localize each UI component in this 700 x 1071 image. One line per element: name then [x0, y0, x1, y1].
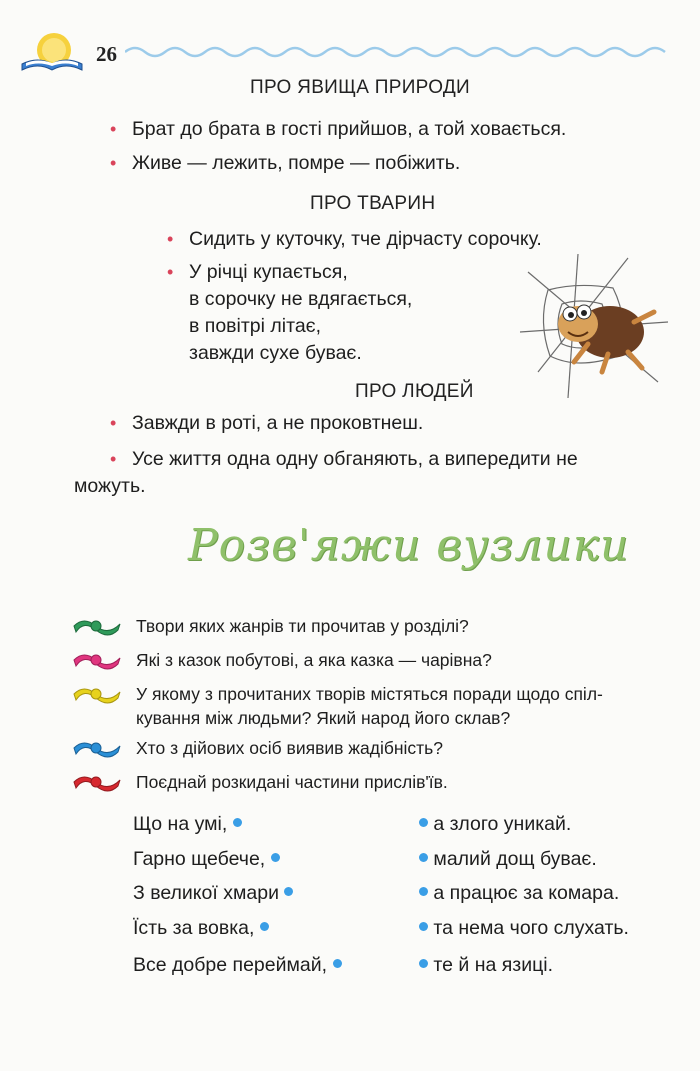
- ribbon-knot-icon: [72, 614, 122, 638]
- riddle-continuation: завжди сухе буває.: [189, 342, 362, 364]
- proverb-start: Гарно щебече,: [133, 848, 280, 871]
- ribbon-knot-icon: [72, 682, 122, 706]
- bullet-icon: •: [110, 449, 117, 469]
- task-item: У якому з прочитаних творів містяться поради щодо спіл- кування між людьми? Який народ його склав?: [72, 682, 603, 730]
- match-dot[interactable]: [419, 887, 428, 896]
- heading-people: ПРО ЛЮДЕЙ: [355, 381, 474, 402]
- proverb-start: Їсть за вовка,: [133, 917, 269, 940]
- match-dot[interactable]: [333, 959, 342, 968]
- proverb-end: малий дощ буває.: [419, 848, 597, 871]
- proverb-end: а злого уникай.: [419, 813, 571, 836]
- match-dot[interactable]: [260, 922, 269, 931]
- bullet-icon: •: [167, 229, 174, 249]
- bullet-icon: •: [110, 119, 117, 139]
- proverb-start: Що на умі,: [133, 813, 242, 836]
- bullet-icon: •: [167, 262, 174, 282]
- riddle-continuation: в повітрі літає,: [189, 315, 322, 337]
- header-wave-decoration: [125, 38, 685, 62]
- riddle-item: • Живе — лежить, помре — побіжить.: [110, 152, 461, 174]
- riddle-continuation: можуть.: [74, 475, 146, 497]
- ribbon-knot-icon: [72, 736, 122, 760]
- bullet-icon: •: [110, 413, 117, 433]
- proverb-end: та нема чого слухать.: [419, 917, 629, 940]
- match-dot[interactable]: [419, 818, 428, 827]
- task-item: Поєднай розкидані частини прислів'їв.: [72, 770, 448, 794]
- riddle-item: • У річці купається,: [167, 261, 348, 283]
- heading-animals: ПРО ТВАРИН: [310, 193, 436, 214]
- ribbon-knot-icon: [72, 648, 122, 672]
- riddle-item: • Завжди в роті, а не проковтнеш.: [110, 412, 424, 434]
- task-item: Які з казок побутові, а яка казка — чарівна?: [72, 648, 492, 672]
- proverb-end: те й на язиці.: [419, 954, 553, 977]
- sun-book-icon: [18, 28, 86, 74]
- spider-web-illustration: [518, 252, 670, 402]
- match-dot[interactable]: [419, 922, 428, 931]
- ribbon-knot-icon: [72, 770, 122, 794]
- match-dot[interactable]: [419, 959, 428, 968]
- riddle-item: • Усе життя одна одну обганяють, а випередити не: [110, 448, 578, 470]
- match-dot[interactable]: [271, 853, 280, 862]
- proverb-start: З великої хмари: [133, 882, 293, 905]
- riddle-item: • Брат до брата в гості прийшов, а той ховається.: [110, 118, 567, 140]
- task-item: Твори яких жанрів ти прочитав у розділі?: [72, 614, 469, 638]
- decorative-title: Розв'яжи вузлики: [188, 520, 630, 571]
- heading-nature: ПРО ЯВИЩА ПРИРОДИ: [250, 77, 471, 98]
- riddle-continuation: в сорочку не вдягається,: [189, 288, 413, 310]
- riddle-item: • Сидить у куточку, тче дірчасту сорочку.: [167, 228, 542, 250]
- bullet-icon: •: [110, 153, 117, 173]
- task-item: Хто з дійових осіб виявив жадібність?: [72, 736, 443, 760]
- proverb-end: а працює за комара.: [419, 882, 619, 905]
- match-dot[interactable]: [419, 853, 428, 862]
- page-number: 26: [96, 42, 117, 66]
- match-dot[interactable]: [284, 887, 293, 896]
- proverb-start: Все добре переймай,: [133, 954, 342, 977]
- match-dot[interactable]: [233, 818, 242, 827]
